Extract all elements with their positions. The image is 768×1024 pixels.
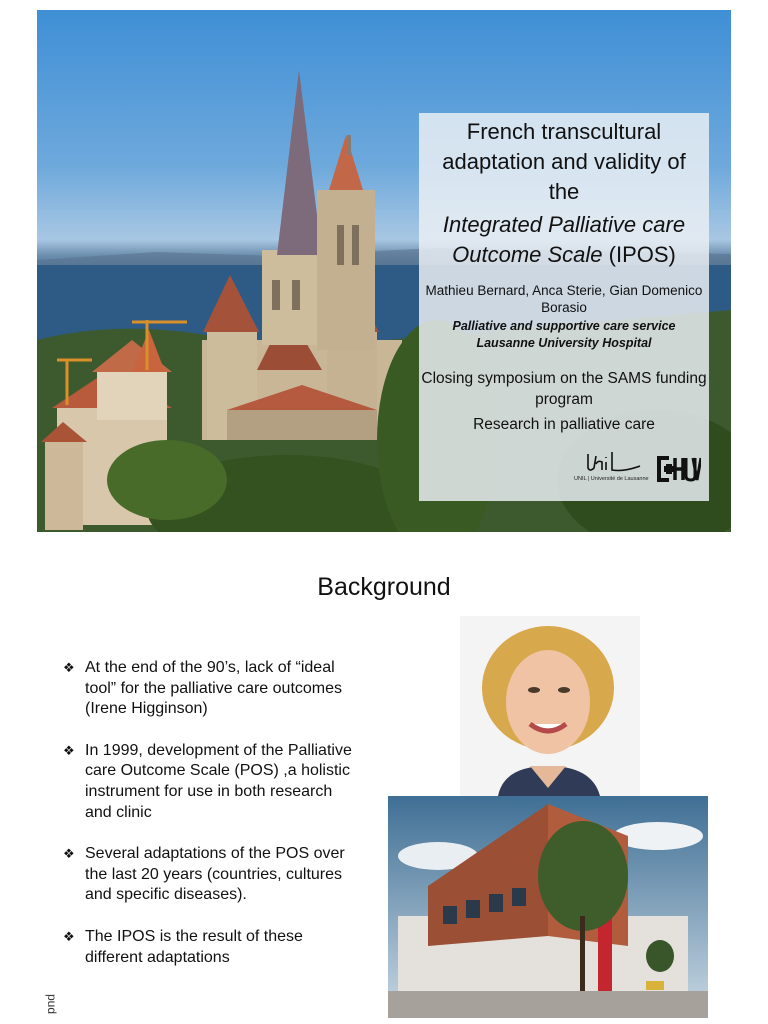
- unil-caption: UNIL | Université de Lausanne: [574, 476, 649, 482]
- research-text: Research in palliative care: [473, 416, 655, 433]
- bullet-item: [63, 844, 363, 906]
- diamond-bullet-icon: ❖: [63, 742, 75, 758]
- side-tag-text: pud: [45, 994, 59, 1015]
- institute-building-photo: [388, 796, 708, 1018]
- logos: [419, 450, 709, 488]
- bullet-item: [63, 658, 363, 720]
- portrait-photo: [460, 616, 640, 796]
- diamond-bullet-icon: ❖: [63, 660, 75, 675]
- bullet-text: In 1999, development of the Palliative care Outcome Scale (POS) ,a holistic instrument for use in both research and clinic: [85, 741, 352, 821]
- affiliation-service: Palliative and supportive care service: [452, 319, 676, 333]
- bullet-item: [63, 741, 363, 823]
- diamond-bullet-icon: ❖: [63, 928, 75, 944]
- bullet-text: Several adaptations of the POS over the last 20 years (countries, cultures and specific diseases).: [85, 845, 345, 904]
- slide-title: Background: [317, 573, 451, 601]
- bullet-list: [63, 658, 363, 989]
- title-line: the: [548, 179, 580, 204]
- bullet-text: At the end of the 90’s, lack of “ideal tool” for the palliative care outcomes (Irene Higginson): [85, 659, 343, 718]
- side-tag: [37, 992, 63, 1024]
- scale-name-line: Outcome Scale: [452, 242, 603, 267]
- scale-name-line: Integrated Palliative care: [442, 212, 686, 237]
- title-line: French transcultural: [466, 119, 662, 144]
- affiliation-hospital: Lausanne University Hospital: [476, 336, 652, 350]
- diamond-bullet-icon: ❖: [63, 846, 75, 862]
- title-box: [419, 113, 709, 501]
- building-icon: [388, 796, 708, 1018]
- unil-signature-icon: [584, 450, 644, 476]
- authors: Mathieu Bernard, Anca Sterie, Gian Domenico Borasio: [425, 283, 703, 315]
- title-slide: [37, 10, 731, 532]
- background-slide: [37, 540, 731, 1024]
- title-line: adaptation and validity of: [442, 149, 686, 174]
- chuv-logo-icon: [655, 454, 701, 484]
- scale-abbrev: (IPOS): [602, 242, 676, 267]
- presentation-title: [419, 117, 709, 207]
- unil-logo: [574, 450, 654, 486]
- symposium-text: Closing symposium on the SAMS funding program: [421, 370, 707, 408]
- bullet-item: [63, 927, 363, 968]
- scale-name: [419, 210, 709, 270]
- bullet-text: The IPOS is the result of these different adaptations: [85, 927, 303, 966]
- person-portrait-icon: [460, 616, 640, 796]
